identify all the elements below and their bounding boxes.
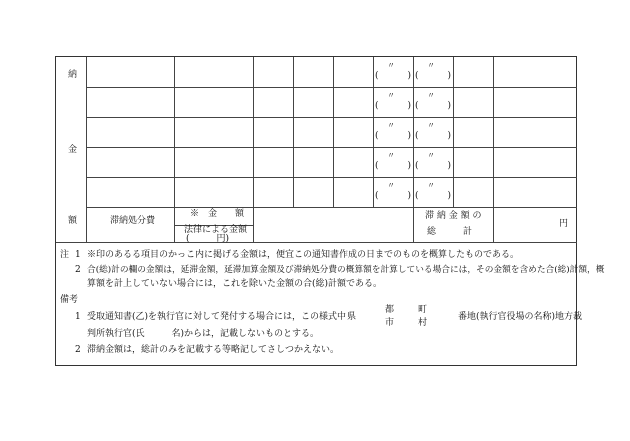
paren-cell: ( ) (375, 101, 422, 111)
col-divider (413, 57, 414, 242)
total-yen-unit: 円 (559, 219, 569, 229)
side-label-char: 金 (68, 145, 78, 155)
row-divider (86, 207, 577, 208)
remark-number: 2 (75, 345, 81, 355)
ditto-mark: 〃 (387, 91, 395, 100)
side-label-char: 額 (68, 216, 78, 226)
remark-1-machi: 町 (418, 305, 428, 315)
remark-number: 1 (75, 312, 81, 322)
legal-amount-yen: ( 円) (186, 234, 230, 244)
remark-1-shi: 市 (385, 318, 395, 328)
remark-1-to: 都 (385, 305, 395, 315)
row-divider (56, 242, 577, 243)
ditto-mark: 〃 (427, 121, 435, 130)
paren-cell: ( ) (415, 101, 462, 111)
remark-1-text-line2: 判所執行官(氏 名)からは，記載しないものとする。 (87, 329, 320, 339)
paren-cell: ( ) (375, 71, 422, 81)
paren-cell: ( ) (375, 191, 422, 201)
ditto-mark: 〃 (387, 151, 395, 160)
col-divider (253, 57, 254, 242)
row-divider (86, 87, 577, 88)
col-divider (86, 57, 87, 242)
total-label-line1: 滞 納 金 額 の (425, 211, 482, 221)
remarks-heading: 備考 (60, 295, 79, 305)
row-divider (86, 177, 577, 178)
ditto-mark: 〃 (427, 91, 435, 100)
legal-amount-label: 法律による金額 (184, 225, 248, 235)
side-label-char: 納 (68, 70, 78, 80)
ditto-mark: 〃 (387, 121, 395, 130)
remark-1-text: 受取通知書(乙)を執行官に対して発付する場合には，この様式中 (87, 312, 347, 322)
ditto-mark: 〃 (387, 61, 395, 70)
note-1-text: ※印のあるる項目のかっこ内に掲げる金額は，便宜この通知書作成の日までのものを概算したものである。 (87, 250, 520, 260)
col-divider (373, 57, 374, 207)
note-2-text-cont: 算額を計上していない場合には，これを除いた金額の合(総)計額である。 (87, 279, 383, 289)
estimated-amount-label: ※ 金 額 (190, 209, 245, 219)
col-divider (293, 57, 294, 207)
note-heading: 注 (60, 250, 70, 260)
remark-2-text: 滞納金額は，総計のみを記載する等略記してさしつかえない。 (87, 345, 340, 355)
paren-cell: ( ) (415, 191, 462, 201)
paren-cell: ( ) (415, 71, 462, 81)
row-divider (86, 117, 577, 118)
remark-1-text-cont: 番地(執行官役場の名称)地方裁 (458, 312, 583, 322)
ditto-mark: 〃 (387, 181, 395, 190)
delinquent-fee-label: 滞納処分費 (110, 216, 156, 226)
ditto-mark: 〃 (427, 151, 435, 160)
paren-cell: ( ) (415, 161, 462, 171)
paren-cell: ( ) (415, 131, 462, 141)
col-divider (174, 57, 175, 242)
total-label-line2: 総 計 (427, 227, 473, 237)
col-divider (333, 57, 334, 207)
remark-1-prefecture: 県 (347, 312, 357, 322)
note-2-text: 合(総)計の欄の金額は，延滞金額，延滞加算金額及び滞納処分費の概算額を計算している場合には，その金額を含めた合(総)計額，概 (87, 265, 605, 275)
col-divider (493, 57, 494, 242)
paren-cell: ( ) (375, 131, 422, 141)
paren-cell: ( ) (375, 161, 422, 171)
ditto-mark: 〃 (427, 181, 435, 190)
row-divider (86, 147, 577, 148)
ditto-mark: 〃 (427, 61, 435, 70)
remark-1-mura: 村 (418, 318, 428, 328)
note-number: 1 (75, 250, 81, 260)
note-number: 2 (75, 265, 81, 275)
